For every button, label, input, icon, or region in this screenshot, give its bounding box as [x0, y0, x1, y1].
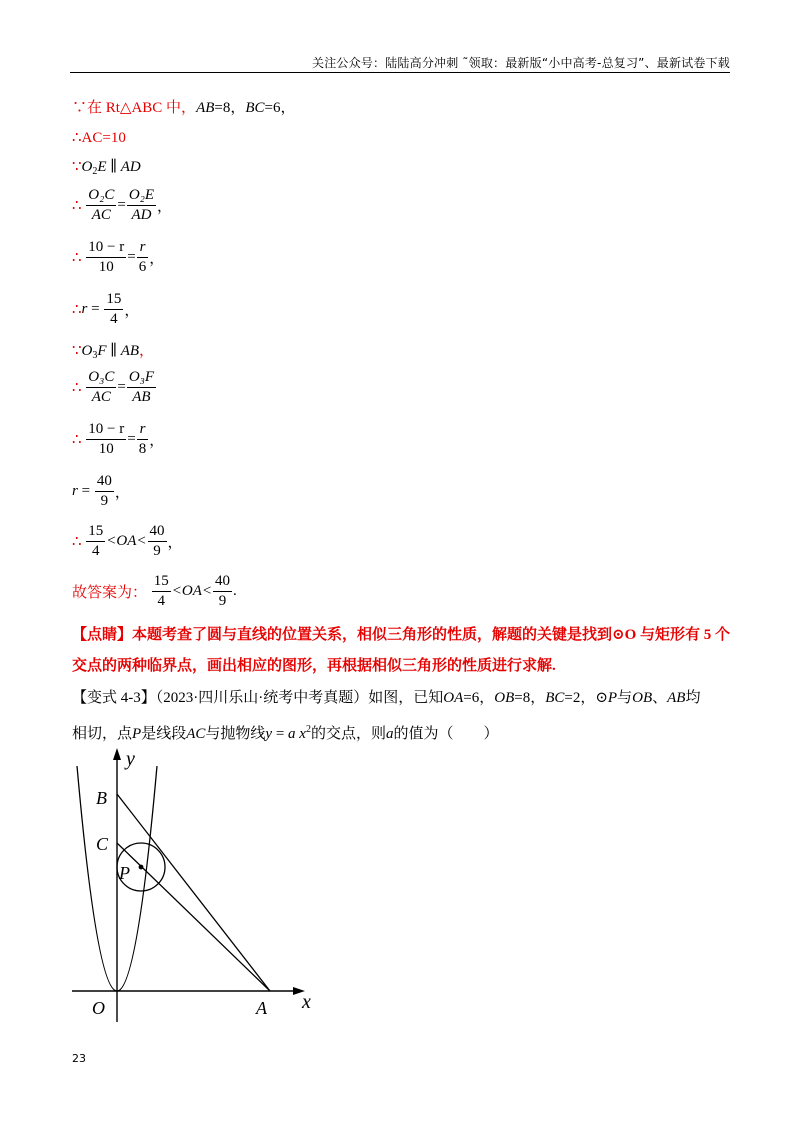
fraction	[148, 522, 167, 561]
fraction	[86, 186, 116, 225]
text: 与	[617, 690, 633, 706]
numerator: 10 − r	[86, 238, 126, 258]
numerator: r	[137, 420, 149, 440]
denominator: 10	[98, 259, 114, 275]
solution-line-3	[72, 157, 141, 177]
inequality: <OA<	[106, 533, 147, 549]
fraction	[137, 238, 149, 277]
denominator: 10	[98, 441, 114, 457]
var-bc: BC	[245, 100, 265, 116]
text: 与抛物线	[205, 726, 266, 742]
fraction	[86, 522, 105, 561]
label-o: O	[92, 998, 105, 1018]
inequality: <OA<	[171, 583, 213, 599]
equals: =	[117, 379, 126, 395]
solution-line-7	[72, 339, 154, 361]
segment-ba	[117, 794, 270, 991]
numerator: 40	[95, 472, 114, 492]
text: F ∥ AB	[97, 343, 140, 359]
because-symbol: ∵	[72, 159, 82, 175]
point-p	[139, 865, 144, 870]
text: ，	[167, 535, 183, 551]
denominator: 9	[153, 543, 161, 559]
problem-tag: 【变式 4-3】	[72, 690, 156, 706]
text: .	[233, 583, 237, 599]
therefore-symbol: ∴	[72, 432, 82, 448]
problem-source: （2023·四川乐山·统考中考真题）	[155, 690, 369, 706]
fraction	[213, 572, 232, 611]
comment-text: 本题考查了圆与直线的位置关系，相似三角形的性质，解题的关键是找到⊙O 与矩形有 5 个交点的两种临界点，画出相应的图形，再根据相似三角形的性质进行求解.	[72, 627, 731, 674]
denominator: 8	[138, 441, 147, 457]
page-number: 23	[72, 1052, 86, 1065]
fraction	[127, 368, 156, 407]
solution-line-6	[72, 290, 139, 329]
denominator: 4	[157, 593, 166, 609]
therefore-symbol: ∴	[72, 380, 82, 396]
var-ob: OB	[494, 690, 515, 706]
text: 的交点，则	[310, 726, 386, 742]
label-p: P	[119, 863, 130, 883]
denominator: 4	[92, 543, 100, 559]
equals: =	[77, 483, 94, 499]
text: 如图，已知	[368, 690, 444, 706]
numerator: 10 − r	[86, 420, 126, 440]
numerator: r	[137, 238, 149, 258]
label-c: C	[96, 834, 109, 854]
therefore-symbol: ∴	[72, 534, 82, 550]
equals: =	[117, 197, 126, 213]
var-ax: a x	[288, 726, 306, 742]
denominator: 4	[110, 311, 118, 327]
text: =6，	[463, 690, 495, 706]
therefore-symbol: ∴	[72, 250, 82, 266]
circle-symbol: ⊙	[595, 690, 608, 706]
comment-tag: 【点睛】	[72, 627, 133, 643]
numerator: 40	[213, 572, 232, 592]
denominator: 9	[100, 493, 109, 509]
solution-line-2: ∴AC=10	[72, 130, 126, 146]
numerator: 40	[148, 522, 167, 542]
denominator: 9	[218, 593, 227, 609]
fraction	[95, 472, 114, 511]
text: =8，	[514, 690, 546, 706]
fraction	[86, 420, 126, 459]
var-y: y	[265, 726, 273, 742]
var-ab: AB	[196, 100, 215, 116]
therefore-symbol: ∴	[72, 198, 82, 214]
fraction	[152, 572, 171, 611]
text: ，	[149, 251, 165, 267]
solution-line-5	[72, 238, 164, 277]
numerator: 15	[104, 290, 123, 310]
label-y: y	[126, 748, 135, 770]
var-ab: AB	[667, 690, 686, 706]
var-ob: OB	[632, 690, 653, 706]
page-header: 关注公众号：陆陆高分冲刺 ˜领取：最新版“小中高考-总复习”、最新试卷下载	[312, 56, 730, 70]
text: ，	[114, 485, 130, 501]
numerator: O₂C	[86, 186, 116, 206]
superscript: 2	[305, 724, 311, 735]
solution-line-10	[72, 472, 130, 511]
var-a: a	[385, 726, 394, 742]
equals: =	[272, 726, 289, 742]
text: ，	[124, 303, 140, 319]
equals: =	[127, 431, 136, 447]
subscript: 3	[92, 350, 98, 361]
var-r: r	[72, 483, 78, 499]
header-rule	[70, 72, 730, 73]
answer-line	[72, 572, 237, 611]
text: 、	[652, 690, 668, 706]
var-p: P	[132, 726, 142, 742]
solution-line-9	[72, 420, 164, 459]
text: ，	[139, 343, 155, 359]
therefore-symbol: ∴	[72, 302, 82, 318]
denominator: AD	[131, 207, 152, 223]
text: 均	[685, 690, 701, 706]
label-b: B	[96, 788, 107, 808]
text: 是线段	[141, 726, 187, 742]
comment-paragraph	[72, 620, 732, 682]
var-o: O	[81, 343, 93, 359]
fraction	[86, 238, 126, 277]
numerator: O₂E	[127, 186, 156, 206]
var-p: P	[607, 690, 618, 706]
equals: =	[87, 301, 104, 317]
denominator: AC	[91, 389, 111, 405]
fraction	[86, 368, 116, 407]
numerator: O₃F	[127, 368, 156, 388]
fraction	[137, 420, 149, 459]
text: =6，	[264, 100, 296, 116]
var-r: r	[81, 301, 88, 317]
fraction	[127, 186, 156, 225]
numerator: O₃C	[86, 368, 116, 388]
fraction	[104, 290, 123, 329]
numerator: 15	[152, 572, 171, 592]
solution-line-11	[72, 522, 183, 561]
text: E ∥ AD	[97, 159, 141, 175]
var-bc: BC	[545, 690, 565, 706]
because-symbol: ∵	[72, 343, 82, 359]
text: ∵在 Rt△ABC 中，	[72, 100, 197, 116]
var-o: O	[81, 159, 93, 175]
solution-line-4	[72, 186, 172, 225]
text: 相切，点	[72, 726, 133, 742]
geometry-figure	[60, 740, 330, 1030]
solution-line-8	[72, 368, 157, 407]
denominator: AC	[91, 207, 111, 223]
denominator: AB	[132, 389, 151, 405]
text: 的值为（ ）	[393, 726, 499, 742]
equals: =	[127, 249, 136, 265]
y-axis-arrow	[113, 748, 121, 760]
text: ，	[157, 199, 173, 215]
solution-line-1	[72, 96, 296, 117]
var-ac: AC	[186, 726, 206, 742]
answer-label: 故答案为：	[72, 585, 148, 601]
numerator: 15	[86, 522, 105, 542]
label-x: x	[302, 991, 311, 1013]
text: =2，	[564, 690, 596, 706]
label-a: A	[256, 998, 267, 1018]
denominator: 6	[138, 259, 147, 275]
subscript: 2	[92, 166, 98, 177]
text: ，	[149, 433, 165, 449]
var-oa: OA	[443, 690, 464, 706]
text: =8，	[214, 100, 246, 116]
